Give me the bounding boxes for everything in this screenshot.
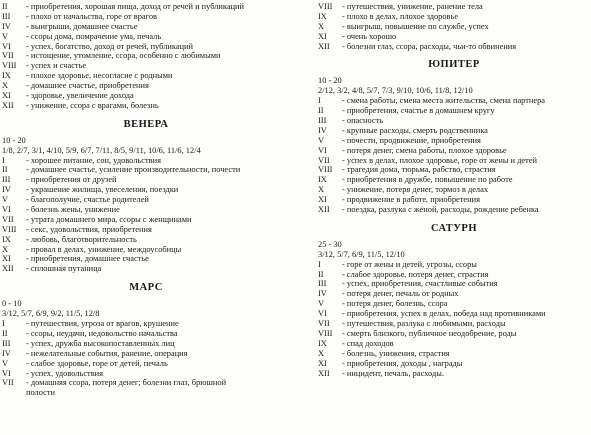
jupiter-section [318,59,590,214]
item-text: - успех и счастье [26,61,87,71]
item-text: - домашнее счастье, усиление производительности, почести [26,165,241,175]
item-text: - трагедия дома, тюрьма, рабство, страстия [342,165,496,175]
item-text: - домашнее счастье, приобретения [26,81,149,91]
roman-numeral: X [2,81,9,91]
list-item [2,61,290,71]
item-text: - потеря денег, печаль от родных [342,289,459,299]
section-heading-venus: ВЕНЕРА [123,118,169,130]
item-text: - приобретения, хорошая пища, доход от речей и публикаций [26,2,245,11]
roman-numeral: X [2,244,9,254]
roman-numeral: VII [2,51,14,61]
house-codes: 3/12, 5/7, 6/9, 11/5, 12/10 [318,249,405,259]
roman-numeral: V [2,31,9,41]
item-text: - болезнь, унижения, страстия [342,348,450,358]
item-text: - секс, удовольствия, приобретения [26,224,152,234]
item-text: - слабое здоровье, горе от детей, печаль [26,358,168,368]
section-heading-mars: МАРС [129,282,163,294]
item-text: - нежелательные события, ранение, операция [26,348,188,358]
list-item [318,136,590,146]
roman-numeral: XI [318,31,327,41]
item-text: - плохое здоровье, несогласие с родными [26,71,173,81]
list-item [318,106,590,116]
roman-numeral: X [318,185,325,195]
list-item [2,369,290,379]
item-text: - утрата домашнего мира, ссоры с женщинами [26,214,192,224]
list-item [2,175,290,185]
roman-numeral: XII [318,368,330,378]
list-item [318,299,590,309]
list-item [318,22,590,32]
list-item [2,81,290,91]
list-item [2,254,290,264]
item-text: - приобретения, доходы , награды [342,358,463,368]
roman-numeral: III [318,116,327,126]
list-item [318,205,590,215]
degree-range: 25 - 30 [318,239,342,249]
list-item [318,309,590,319]
item-text: - здоровье, увеличение дохода [26,91,134,101]
list-item [318,359,590,369]
item-text: - любовь, благотворительность [26,234,137,244]
roman-numeral: XII [318,41,330,51]
item-text: - потеря денег, смена работы, плохое здоровье [342,145,507,155]
roman-numeral: I [318,96,321,106]
list-item [318,42,590,52]
house-codes: 2/12, 3/2, 4/8, 5/7, 7/3, 9/10, 10/6, 11/8, 12/10 [318,86,473,96]
item-text: - продвижение в работе, приобретения [342,195,480,205]
roman-numeral: IX [2,71,11,81]
roman-numeral: XII [2,100,14,110]
list-item-continuation: полости [26,388,55,398]
item-text: - домашняя ссора, потеря денег; болезни глаз, брюшной [26,378,227,388]
roman-numeral: IV [2,348,11,358]
list-item [2,349,290,359]
item-text: - выигрыш, повышение по службе, успех [342,21,489,31]
item-text: - украшение жилища, увеселения, поездки [26,185,179,195]
roman-numeral: XI [318,358,327,368]
list-item [318,32,590,42]
list-item [2,195,290,205]
roman-numeral: I [2,155,5,165]
roman-numeral: VI [2,41,11,51]
roman-numeral: V [318,135,325,145]
right-column [318,2,590,378]
item-text: - плохо от начальства, горе от врагов [26,11,157,21]
roman-numeral: III [2,11,11,21]
house-codes: 1/8, 2/7, 3/1, 4/10, 5/9, 6/7, 7/11, 8/5, 9/11, 10/6, 11/6, 12/4 [2,145,201,155]
item-text: - почести, продвижение, приобретения [342,135,481,145]
item-text: - успех, дружба высокопоставленных лиц [26,338,175,348]
item-text: - благополучие, счастье родителей [26,195,149,205]
degree-range: 10 - 20 [2,135,26,145]
list-item [2,339,290,349]
left-column [2,2,290,398]
roman-numeral: III [2,338,11,348]
item-text: - ссоры дома, помрачение ума, печаль [26,31,162,41]
roman-numeral: VI [2,368,11,378]
list-item [2,156,290,166]
roman-numeral: VIII [2,224,17,234]
roman-numeral: VIII [318,165,333,175]
item-text: - выигрыши, домашнее счастье [26,21,138,31]
roman-numeral: VII [2,214,14,224]
list-item [318,260,590,270]
roman-numeral: XI [2,254,11,264]
list-item [318,146,590,156]
saturn-section [318,223,590,378]
roman-numeral: XI [318,195,327,205]
item-text: - горе от жены и детей, угрозы, ссоры [342,259,477,269]
roman-numeral: VII [318,319,330,329]
roman-numeral: VII [318,155,330,165]
list-item [2,22,290,32]
house-codes: 3/12, 5/7, 6/9, 9/2, 11/5, 12/8 [2,309,100,319]
roman-numeral: I [2,319,5,329]
item-text: - ссоры, неудачи, недовольство начальства [26,328,178,338]
item-text: - унижение, ссора с врагами, болезнь [26,100,159,110]
list-item [2,329,290,339]
item-text: - сплошная путаница [26,264,102,274]
list-item [318,185,590,195]
roman-numeral: VIII [318,2,333,11]
roman-numeral: V [318,299,325,309]
roman-numeral: IV [2,185,11,195]
list-item [2,101,290,111]
list-item [318,156,590,166]
list-item [2,12,290,22]
list-item [318,319,590,329]
list-item [2,91,290,101]
item-text: - путешествия, угроза от врагов, крушение [26,319,179,329]
list-item [2,319,290,329]
roman-numeral: II [2,165,8,175]
list-item [318,270,590,280]
item-text: - успех, богатство, доход от речей, публикаций [26,41,193,51]
roman-numeral: IX [2,234,11,244]
roman-numeral: III [2,175,11,185]
list-item [318,2,590,12]
right-intro-list [318,2,590,51]
roman-numeral: II [2,2,8,11]
roman-numeral: I [318,259,321,269]
list-item [318,195,590,205]
list-item [2,165,290,175]
list-item [2,2,290,12]
list-item [318,289,590,299]
list-item [318,175,590,185]
item-text: - приобретения в дружбе, повышение по работе [342,175,513,185]
item-text: - смерть близкого, публичное неодобрение, роды [342,328,517,338]
list-item [2,71,290,81]
list-item [318,369,590,379]
item-text: - унижение, потеря денег, тормоз в делах [342,185,489,195]
list-item [318,349,590,359]
roman-numeral: VIII [318,328,333,338]
roman-numeral: IX [318,11,327,21]
list-item [2,205,290,215]
list-item [2,264,290,274]
roman-numeral: V [2,195,9,205]
left-intro-list [2,2,290,111]
item-text: - спад доходов [342,338,394,348]
item-text: - инцидент, печаль, расходы. [342,368,444,378]
item-text: - плохо в делах, плохое здоровье [342,11,459,21]
list-item [2,42,290,52]
list-item [2,51,290,61]
roman-numeral: II [318,269,324,279]
item-text: - потеря денег, болезнь, ссора [342,299,448,309]
roman-numeral: XII [2,264,14,274]
item-text: - успех, приобретения, счастливые события [342,279,498,289]
roman-numeral: VI [318,309,327,319]
section-heading-saturn: САТУРН [430,222,477,234]
item-text: - провал в делах, унижение, междоусобицы [26,244,182,254]
venus-section [2,119,290,274]
roman-numeral: IX [318,338,327,348]
roman-numeral: XII [318,205,330,215]
degree-range: 0 - 10 [2,299,22,309]
list-item [318,126,590,136]
item-text: - очень хорошо [342,31,397,41]
roman-numeral: II [318,106,324,116]
list-item [2,32,290,42]
roman-numeral: VI [318,145,327,155]
list-item [2,245,290,255]
list-item [2,359,290,369]
roman-numeral: IV [318,125,327,135]
item-text: - болезнь жены, унижение [26,205,120,215]
item-text: - хорошее питание, сон, удовольствия [26,155,161,165]
list-item [318,339,590,349]
list-item [318,165,590,175]
item-text: - болезни глаз, ссора, расходы, чьи-то обвинения [342,41,517,51]
mars-section [2,282,290,398]
roman-numeral: XI [2,91,11,101]
roman-numeral: VIII [2,61,17,71]
list-item [318,329,590,339]
item-text: - приобретения, счастье в домашнем кругу [342,106,495,116]
roman-numeral: IV [318,289,327,299]
item-text: - крупные расходы, смерть родственника [342,125,488,135]
roman-numeral: II [2,328,8,338]
roman-numeral: X [318,348,325,358]
roman-numeral: III [318,279,327,289]
roman-numeral: IV [2,21,11,31]
degree-range: 10 - 20 [318,76,342,86]
item-text: - путешествия, разлука с любимыми, расходы [342,319,506,329]
list-item [2,378,290,388]
item-text: - успех в делах, плохое здоровье, горе от жены и детей [342,155,537,165]
list-item [2,235,290,245]
list-item [318,12,590,22]
item-text: - приобретения, успех в делах, победа над противниками [342,309,546,319]
item-text: - слабое здоровье, потеря денег, страстия [342,269,489,279]
item-text: - приобретения от друзей [26,175,117,185]
list-item [2,185,290,195]
roman-numeral: IX [318,175,327,185]
roman-numeral: VI [2,205,11,215]
item-text: - успех, удовольствия [26,368,103,378]
item-text: - смена работы, смена места жительства, смена партнера [342,96,546,106]
list-item [318,96,590,106]
item-text: - поездка, разлука с женой, расходы, рождение ребенка [342,205,539,215]
item-text: - путешествия, унижение, ранение тела [342,2,483,11]
roman-numeral: VII [2,378,14,388]
list-item [318,116,590,126]
item-text: - истощение, утомление, ссора, особенно с любимыми [26,51,221,61]
roman-numeral: V [2,358,9,368]
list-item [318,279,590,289]
roman-numeral: X [318,21,325,31]
item-text: - приобретения, домашнее счастье [26,254,149,264]
section-heading-jupiter: ЮПИТЕР [428,59,480,71]
item-text: - опасность [342,116,384,126]
list-item [2,225,290,235]
list-item [2,215,290,225]
